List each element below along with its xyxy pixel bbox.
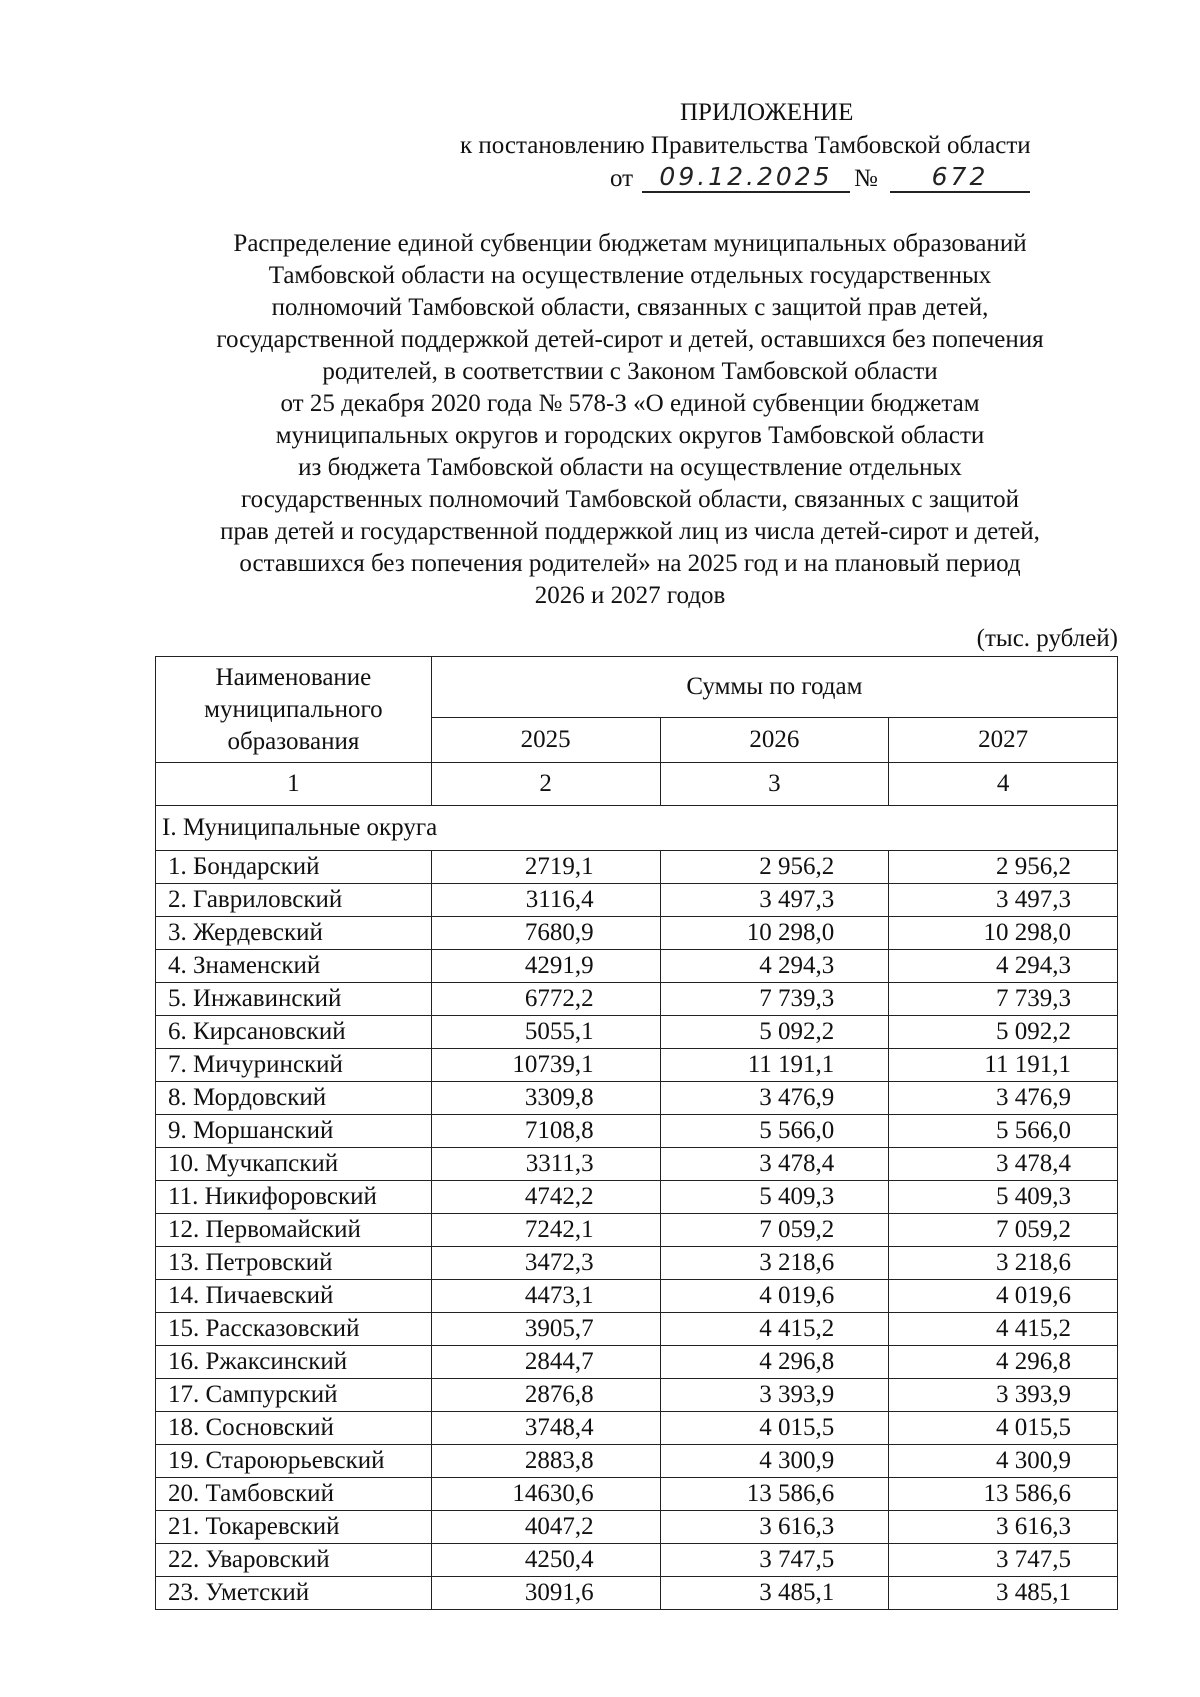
amount-2027: 10 298,0	[889, 917, 1118, 950]
amount-2025: 3472,3	[431, 1247, 660, 1280]
municipality-name: 20. Тамбовский	[156, 1478, 432, 1511]
amount-2026: 3 616,3	[660, 1511, 889, 1544]
from-label: от	[610, 165, 634, 192]
document-title	[150, 228, 1110, 612]
column-number: 3	[660, 763, 889, 806]
amount-2025: 5055,1	[431, 1016, 660, 1049]
amount-2025: 4047,2	[431, 1511, 660, 1544]
table-row	[156, 1049, 1118, 1082]
column-number: 2	[431, 763, 660, 806]
amount-2027: 7 739,3	[889, 983, 1118, 1016]
table-row	[156, 1148, 1118, 1181]
title-line: муниципальных округов и городских округов Тамбовской области	[275, 422, 985, 449]
header-year-2025: 2025	[431, 718, 660, 763]
amount-2027: 5 409,3	[889, 1181, 1118, 1214]
amount-2026: 3 393,9	[660, 1379, 889, 1412]
amount-2025: 4473,1	[431, 1280, 660, 1313]
municipality-name: 16. Ржаксинский	[156, 1346, 432, 1379]
table-row	[156, 1379, 1118, 1412]
table-row	[156, 950, 1118, 983]
amount-2025: 2883,8	[431, 1445, 660, 1478]
municipality-name: 11. Никифоровский	[156, 1181, 432, 1214]
amount-2025: 3091,6	[431, 1577, 660, 1610]
header-year-2026: 2026	[660, 718, 889, 763]
municipality-name: 17. Сампурский	[156, 1379, 432, 1412]
municipality-name: 14. Пичаевский	[156, 1280, 432, 1313]
table-row	[156, 1082, 1118, 1115]
amount-2027: 7 059,2	[889, 1214, 1118, 1247]
title-line: полномочий Тамбовской области, связанных с защитой прав детей,	[271, 294, 989, 321]
amount-2025: 7108,8	[431, 1115, 660, 1148]
amount-2026: 4 415,2	[660, 1313, 889, 1346]
municipality-name: 7. Мичуринский	[156, 1049, 432, 1082]
amount-2025: 2719,1	[431, 851, 660, 884]
municipality-name: 18. Сосновский	[156, 1412, 432, 1445]
amount-2027: 5 566,0	[889, 1115, 1118, 1148]
title-line: родителей, в соответствии с Законом Тамбовской области	[322, 358, 938, 385]
municipality-name: 9. Моршанский	[156, 1115, 432, 1148]
amount-2027: 4 015,5	[889, 1412, 1118, 1445]
amount-2025: 3905,7	[431, 1313, 660, 1346]
municipality-name: 8. Мордовский	[156, 1082, 432, 1115]
appendix-heading: ПРИЛОЖЕНИЕ	[680, 99, 854, 126]
municipality-name: 19. Староюрьевский	[156, 1445, 432, 1478]
amount-2025: 7242,1	[431, 1214, 660, 1247]
table-row	[156, 1478, 1118, 1511]
title-line: Тамбовской области на осуществление отдельных государственных	[268, 262, 992, 289]
title-line: прав детей и государственной поддержкой лиц из числа детей-сирот и детей,	[220, 518, 1040, 545]
amount-2027: 3 747,5	[889, 1544, 1118, 1577]
amount-2027: 3 497,3	[889, 884, 1118, 917]
table-row	[156, 1247, 1118, 1280]
amount-2026: 4 300,9	[660, 1445, 889, 1478]
amount-2027: 4 296,8	[889, 1346, 1118, 1379]
amount-2025: 3309,8	[431, 1082, 660, 1115]
municipality-name: 13. Петровский	[156, 1247, 432, 1280]
table-row	[156, 1412, 1118, 1445]
amount-2026: 5 566,0	[660, 1115, 889, 1148]
amount-2025: 3748,4	[431, 1412, 660, 1445]
title-line: от 25 декабря 2020 года № 578-З «О единой субвенции бюджетам	[280, 390, 980, 417]
amount-2025: 3311,3	[431, 1148, 660, 1181]
amount-2026: 3 218,6	[660, 1247, 889, 1280]
amount-2025: 4250,4	[431, 1544, 660, 1577]
municipality-name: 23. Уметский	[156, 1577, 432, 1610]
amount-2025: 2876,8	[431, 1379, 660, 1412]
units-note: (тыс. рублей)	[976, 625, 1118, 652]
municipality-name: 5. Инжавинский	[156, 983, 432, 1016]
amount-2027: 3 393,9	[889, 1379, 1118, 1412]
column-number: 4	[889, 763, 1118, 806]
table-row	[156, 1313, 1118, 1346]
amount-2027: 4 300,9	[889, 1445, 1118, 1478]
amount-2025: 3116,4	[431, 884, 660, 917]
title-line: оставшихся без попечения родителей» на 2025 год и на плановый период	[239, 550, 1021, 577]
municipality-name: 21. Токаревский	[156, 1511, 432, 1544]
amount-2027: 11 191,1	[889, 1049, 1118, 1082]
table-row	[156, 1115, 1118, 1148]
amount-2026: 3 497,3	[660, 884, 889, 917]
amount-2027: 4 019,6	[889, 1280, 1118, 1313]
decree-date: 09.12.2025	[642, 162, 850, 193]
table-row	[156, 1181, 1118, 1214]
municipality-name: 2. Гавриловский	[156, 884, 432, 917]
municipality-name: 1. Бондарский	[156, 851, 432, 884]
title-line: из бюджета Тамбовской области на осуществление отдельных	[298, 454, 962, 481]
appendix-subheading: к постановлению Правительства Тамбовской области	[460, 132, 1031, 159]
amount-2027: 2 956,2	[889, 851, 1118, 884]
appendix-header	[460, 96, 1120, 195]
title-line: государственных полномочий Тамбовской области, связанных с защитой	[241, 486, 1019, 513]
appendix-date-number-line	[460, 162, 1120, 195]
amount-2026: 4 296,8	[660, 1346, 889, 1379]
amount-2026: 4 019,6	[660, 1280, 889, 1313]
municipality-name: 12. Первомайский	[156, 1214, 432, 1247]
amount-2027: 3 476,9	[889, 1082, 1118, 1115]
amount-2025: 10739,1	[431, 1049, 660, 1082]
number-label: №	[854, 165, 878, 192]
subsidy-table	[155, 656, 1118, 1610]
table-row	[156, 1511, 1118, 1544]
amount-2027: 13 586,6	[889, 1478, 1118, 1511]
amount-2025: 14630,6	[431, 1478, 660, 1511]
table-row	[156, 983, 1118, 1016]
municipality-name: 6. Кирсановский	[156, 1016, 432, 1049]
amount-2027: 3 616,3	[889, 1511, 1118, 1544]
amount-2026: 4 294,3	[660, 950, 889, 983]
amount-2026: 10 298,0	[660, 917, 889, 950]
header-sums-by-year: Суммы по годам	[431, 657, 1117, 718]
section-title: I. Муниципальные округа	[156, 806, 1118, 851]
amount-2026: 3 747,5	[660, 1544, 889, 1577]
table-row	[156, 851, 1118, 884]
amount-2027: 3 478,4	[889, 1148, 1118, 1181]
amount-2025: 4291,9	[431, 950, 660, 983]
table-body	[156, 851, 1118, 1610]
table-row	[156, 1280, 1118, 1313]
table-row	[156, 884, 1118, 917]
municipality-name: 3. Жердевский	[156, 917, 432, 950]
amount-2026: 7 059,2	[660, 1214, 889, 1247]
table-row	[156, 1346, 1118, 1379]
municipality-name: 10. Мучкапский	[156, 1148, 432, 1181]
amount-2027: 3 485,1	[889, 1577, 1118, 1610]
amount-2025: 4742,2	[431, 1181, 660, 1214]
amount-2026: 3 485,1	[660, 1577, 889, 1610]
table-row	[156, 1577, 1118, 1610]
amount-2026: 3 478,4	[660, 1148, 889, 1181]
amount-2025: 6772,2	[431, 983, 660, 1016]
amount-2027: 4 294,3	[889, 950, 1118, 983]
amount-2026: 7 739,3	[660, 983, 889, 1016]
table-row	[156, 1016, 1118, 1049]
municipality-name: 15. Рассказовский	[156, 1313, 432, 1346]
amount-2026: 5 092,2	[660, 1016, 889, 1049]
title-line: Распределение единой субвенции бюджетам муниципальных образований	[233, 230, 1027, 257]
decree-number: 672	[890, 162, 1030, 193]
title-line: государственной поддержкой детей-сирот и детей, оставшихся без попечения	[216, 326, 1044, 353]
amount-2026: 13 586,6	[660, 1478, 889, 1511]
table-row	[156, 1445, 1118, 1478]
amount-2027: 3 218,6	[889, 1247, 1118, 1280]
amount-2027: 5 092,2	[889, 1016, 1118, 1049]
amount-2027: 4 415,2	[889, 1313, 1118, 1346]
amount-2025: 2844,7	[431, 1346, 660, 1379]
column-number: 1	[156, 763, 432, 806]
amount-2026: 11 191,1	[660, 1049, 889, 1082]
table-row	[156, 1214, 1118, 1247]
amount-2026: 3 476,9	[660, 1082, 889, 1115]
title-line: 2026 и 2027 годов	[534, 582, 726, 609]
municipality-name: 22. Уваровский	[156, 1544, 432, 1577]
header-municipality-name: Наименование муниципального образования	[156, 657, 432, 763]
table-row	[156, 917, 1118, 950]
amount-2025: 7680,9	[431, 917, 660, 950]
table-row	[156, 1544, 1118, 1577]
header-year-2027: 2027	[889, 718, 1118, 763]
municipality-name: 4. Знаменский	[156, 950, 432, 983]
amount-2026: 4 015,5	[660, 1412, 889, 1445]
amount-2026: 5 409,3	[660, 1181, 889, 1214]
amount-2026: 2 956,2	[660, 851, 889, 884]
